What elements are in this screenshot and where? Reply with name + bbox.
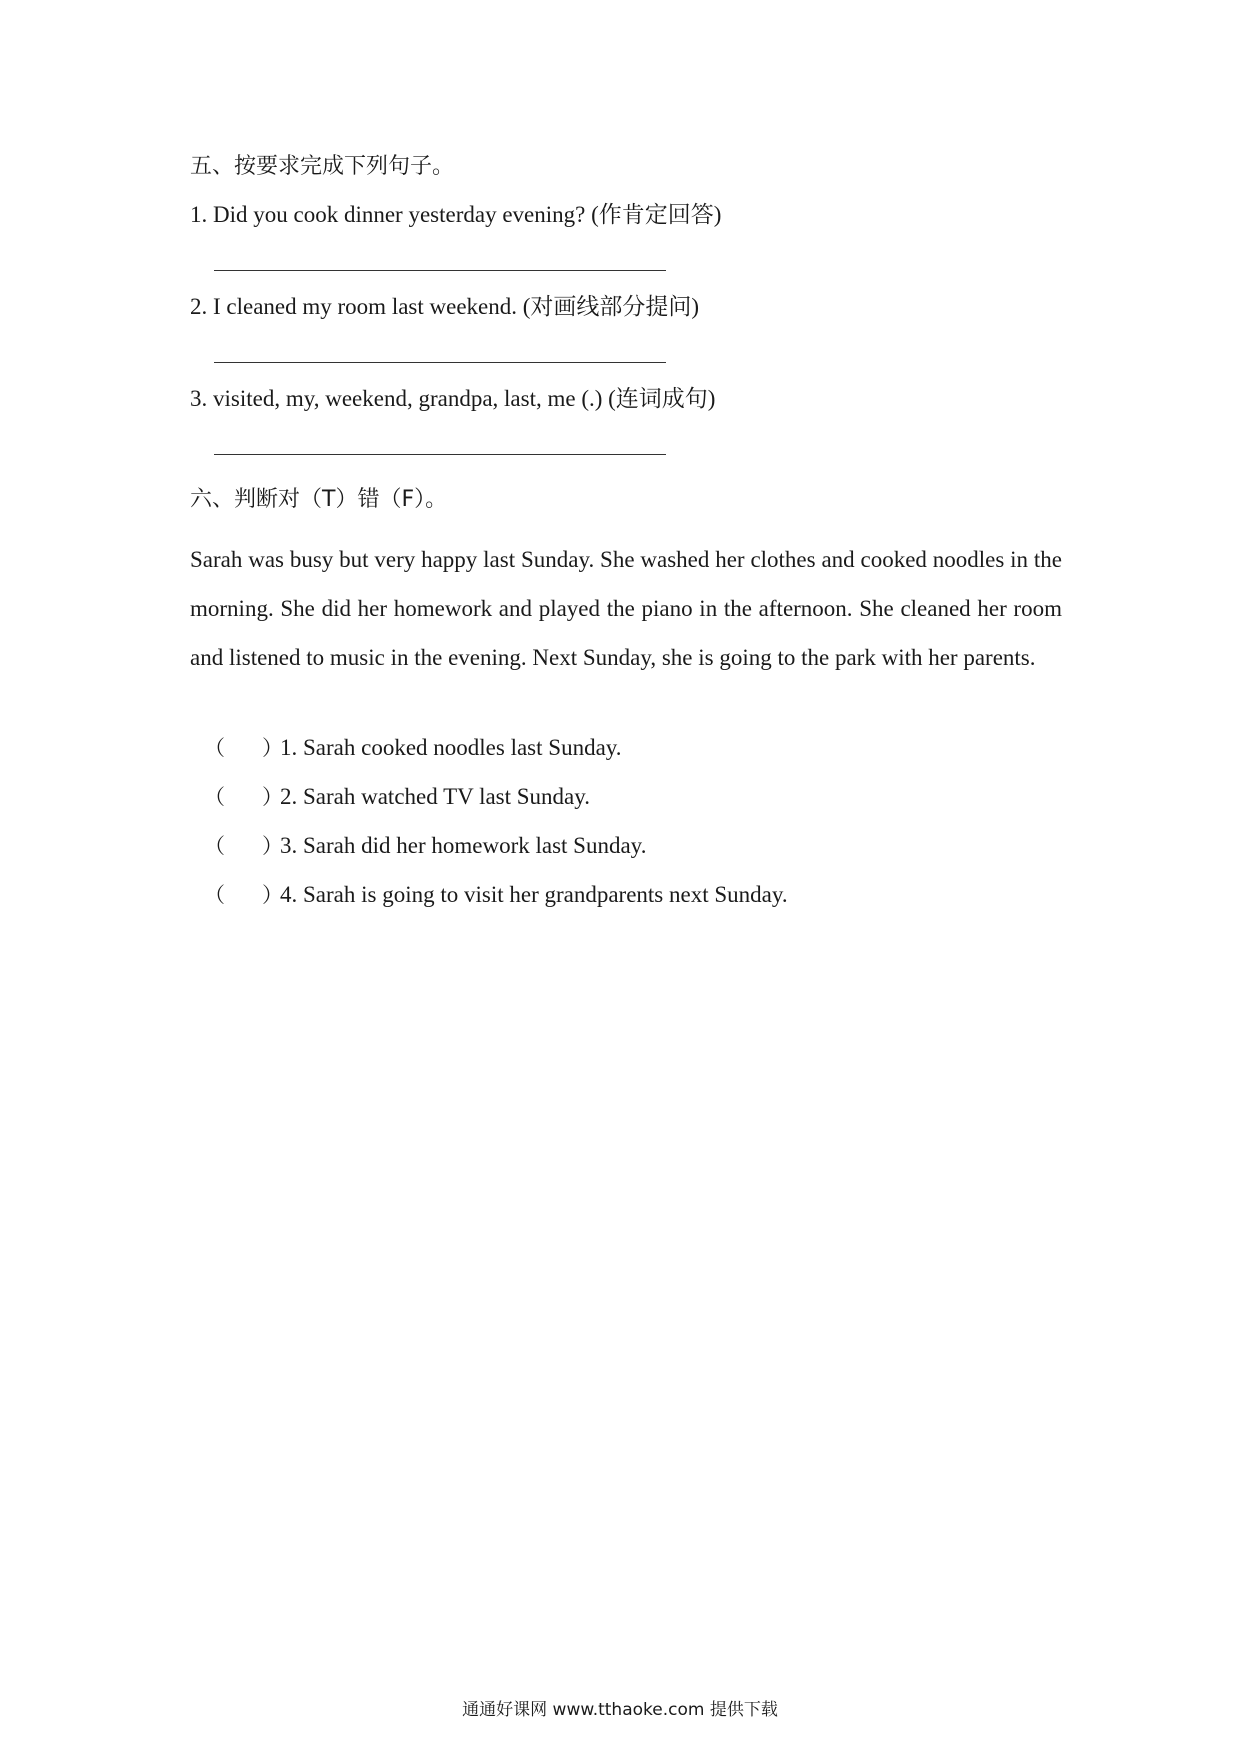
tf-statement-text: 3. Sarah did her homework last Sunday. (280, 833, 647, 858)
section-5-question-2: 2. I cleaned my room last weekend. (对画线部分提问) (190, 294, 700, 319)
answer-paren-close: ） (262, 785, 283, 809)
tf-statement-text: 1. Sarah cooked noodles last Sunday. (280, 735, 622, 760)
answer-paren-open[interactable]: （ (204, 785, 225, 809)
tf-statement-text: 2. Sarah watched TV last Sunday. (280, 784, 591, 809)
section-5-question-3: 3. visited, my, weekend, grandpa, last, me (.) (连词成句) (190, 386, 716, 411)
answer-line-3[interactable] (214, 454, 666, 455)
reading-passage: Sarah was busy but very happy last Sunday. She washed her clothes and cooked noodles in the morning. She did her homework and played the piano in the afternoon. She cleaned her room and listened to music in the evening. Next Sunday, she is going to the park with her parents. (190, 547, 1062, 670)
section-5-heading: 五、按要求完成下列句子。 (190, 154, 455, 179)
answer-line-2[interactable] (214, 362, 666, 363)
tf-statement-1 (204, 733, 622, 763)
answer-paren-open[interactable]: （ (204, 834, 225, 858)
answer-paren-close: ） (262, 834, 283, 858)
tf-statement-2 (204, 782, 590, 812)
tf-statement-4 (204, 880, 788, 910)
tf-statement-text: 4. Sarah is going to visit her grandparents next Sunday. (280, 882, 788, 907)
page-footer: 通通好课网 www.tthaoke.com 提供下载 (462, 1700, 778, 1720)
answer-paren-open[interactable]: （ (204, 736, 225, 760)
answer-paren-close: ） (262, 883, 283, 907)
tf-statement-3 (204, 831, 646, 861)
section-6-heading: 六、判断对（T）错（F）。 (190, 487, 448, 512)
section-5-question-1: 1. Did you cook dinner yesterday evening? (作肯定回答) (190, 202, 722, 227)
answer-paren-close: ） (262, 736, 283, 760)
answer-line-1[interactable] (214, 270, 666, 271)
answer-paren-open[interactable]: （ (204, 883, 225, 907)
